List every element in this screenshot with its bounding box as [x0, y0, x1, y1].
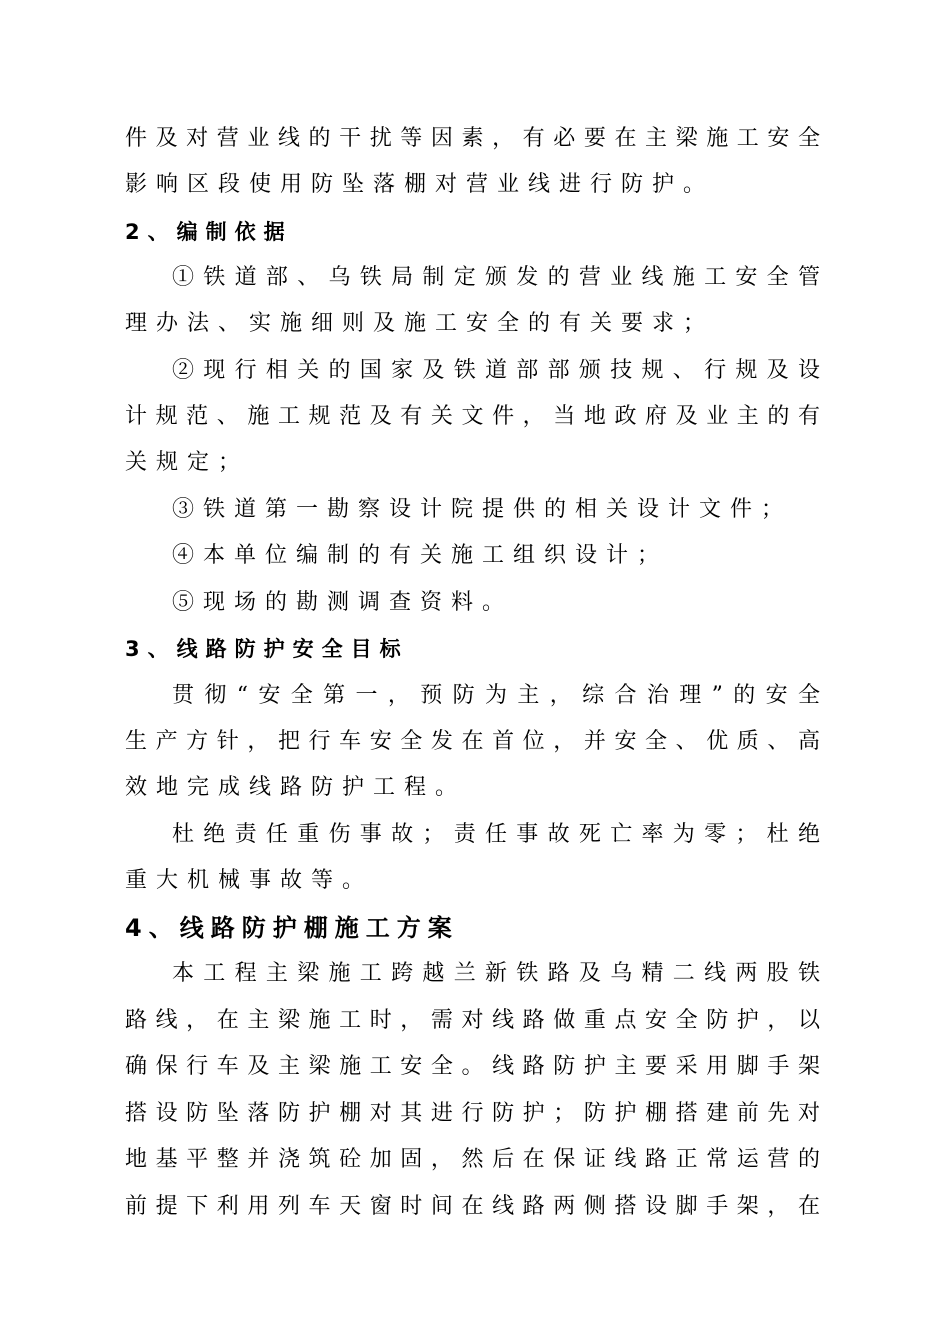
- plan-paragraph-line: 搭设防坠落防护棚对其进行防护；防护棚搭建前先对: [125, 1101, 820, 1126]
- paragraph-line: 影响区段使用防坠落棚对营业线进行防护。: [125, 172, 715, 197]
- goal-paragraph-line: 生产方针，把行车安全发在首位，并安全、优质、高: [125, 729, 820, 754]
- section-heading-4: 4、线路防护棚施工方案: [125, 914, 459, 942]
- basis-item-3: ③铁道第一勘察设计院提供的相关设计文件；: [172, 497, 793, 522]
- goal-paragraph-line: 贯彻“安全第一，预防为主，综合治理”的安全: [172, 683, 820, 708]
- paragraph-line: 件及对营业线的干扰等因素，有必要在主梁施工安全: [125, 126, 820, 151]
- basis-item-1-line: ①铁道部、乌铁局制定颁发的营业线施工安全管: [172, 265, 820, 290]
- plan-paragraph-line: 前提下利用列车天窗时间在线路两侧搭设脚手架，在: [125, 1194, 820, 1219]
- basis-item-5: ⑤现场的勘测调查资料。: [172, 590, 514, 615]
- goal-paragraph-line: 重大机械事故等。: [125, 868, 374, 893]
- basis-item-4: ④本单位编制的有关施工组织设计；: [172, 543, 669, 568]
- basis-item-2-line: 关规定；: [125, 450, 250, 475]
- plan-paragraph-line: 路线，在主梁施工时，需对线路做重点安全防护，以: [125, 1008, 820, 1033]
- basis-item-1-line: 理办法、实施细则及施工安全的有关要求；: [125, 311, 715, 336]
- section-heading-3: 3、线路防护安全目标: [125, 637, 409, 661]
- section-heading-2: 2、编制依据: [125, 220, 293, 244]
- goal-paragraph-line: 效地完成线路防护工程。: [125, 775, 467, 800]
- plan-paragraph-line: 本工程主梁施工跨越兰新铁路及乌精二线两股铁: [172, 961, 820, 986]
- basis-item-2-line: 计规范、施工规范及有关文件，当地政府及业主的有: [125, 404, 820, 429]
- goal-paragraph-line: 杜绝责任重伤事故；责任事故死亡率为零；杜绝: [172, 822, 820, 847]
- plan-paragraph-line: 确保行车及主梁施工安全。线路防护主要采用脚手架: [125, 1054, 820, 1079]
- plan-paragraph-line: 地基平整并浇筑砼加固，然后在保证线路正常运营的: [125, 1147, 820, 1172]
- basis-item-2-line: ②现行相关的国家及铁道部部颁技规、行规及设: [172, 358, 820, 383]
